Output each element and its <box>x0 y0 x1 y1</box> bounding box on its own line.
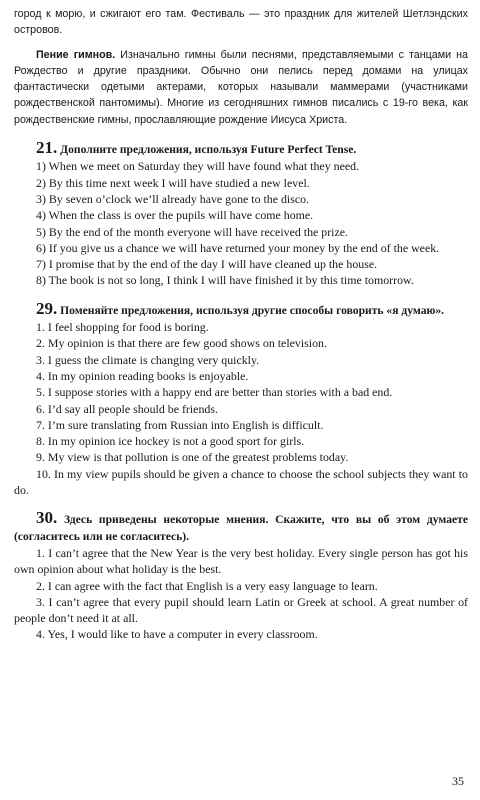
exercise-21-item: 7) I promise that by the end of the day I will have cleaned up the house. <box>36 257 378 272</box>
exercise-29-item: 4. In my opinion reading books is enjoyable. <box>36 368 249 383</box>
book-page <box>14 6 468 643</box>
exercise-29-item: 8. In my opinion ice hockey is not a good sport for girls. <box>36 434 305 449</box>
exercise-29-item: 6. I’d say all people should be friends. <box>36 401 218 416</box>
exercise-21-item: 1) When we meet on Saturday they will have found what they need. <box>36 159 360 174</box>
exercise-29-number: 29. <box>36 298 58 318</box>
exercise-29-title: Поменяйте предложения, используя другие способы говорить «я думаю». <box>57 303 445 317</box>
exercise-30-number: 30. <box>36 508 58 528</box>
exercise-21-title: Дополните предложения, используя Future Perfect Tense. <box>57 143 357 157</box>
hymns-paragraph <box>14 47 468 128</box>
exercise-30-item: 3. I can’t agree that every pupil should learn Latin or Greek at school. A great number of people don’t need it at all. <box>14 594 468 626</box>
exercise-29-item: 1. I feel shopping for food is boring. <box>36 320 209 335</box>
hymns-text: Изначально гимны были песнями, представляемыми с танцами на Рождество и другие праздники. Обычно они пелись перед домами на улицах фантастически одетыми актерами, которых называли маммерами (участниками рождественской пантомимы). Многие из сегодняшних гимнов писались с 19-го века, как рождественские гимны, прославляющие рождение Иисуса Христа. <box>14 48 469 126</box>
exercise-30-item: 1. I can’t agree that the New Year is the very best holiday. Every single person has got his own opinion about what holiday is the best. <box>14 545 468 577</box>
exercise-29-item: 5. I suppose stories with a happy end are better than stories with a bad end. <box>36 385 393 400</box>
exercise-30-heading <box>14 510 468 545</box>
exercise-29-item: 7. I’m sure translating from Russian into English is difficult. <box>36 417 324 432</box>
exercise-29-heading <box>14 298 468 319</box>
exercise-29-item: 10. In my view pupils should be given a chance to choose the school subjects they want to do. <box>14 466 468 498</box>
exercise-21-item: 2) By this time next week I will have studied a new level. <box>36 175 310 190</box>
exercise-30-item: 2. I can agree with the fact that English is a very easy language to learn. <box>36 578 378 593</box>
exercise-21-item: 3) By seven o’clock we’ll already have gone to the disco. <box>36 191 310 206</box>
exercise-30-item: 4. Yes, I would like to have a computer in every classroom. <box>36 627 318 642</box>
exercise-21-item: 6) If you give us a chance we will have returned your money by the end of the week. <box>36 240 440 255</box>
exercise-21-heading <box>14 140 468 158</box>
exercise-21-number: 21. <box>36 138 58 158</box>
exercise-29-item: 2. My opinion is that there are few good shows on television. <box>36 336 327 351</box>
exercise-21-list <box>14 158 468 288</box>
exercise-29-list <box>14 319 468 498</box>
exercise-30-list <box>14 545 468 643</box>
intro-paragraph: город к морю, и сжигают его там. Фестиваль — это праздник для жителей Шетлэндских островов. <box>14 8 468 37</box>
exercise-30-title: Здесь приведены некоторые мнения. Скажите, что вы об этом думаете (согласитесь или не согласитесь). <box>14 513 468 543</box>
exercise-29-item: 9. My view is that pollution is one of the greatest problems today. <box>36 450 349 465</box>
exercise-21-item: 5) By the end of the month everyone will have received the prize. <box>36 224 349 239</box>
exercise-29-item: 3. I guess the climate is changing very quickly. <box>36 352 260 367</box>
exercise-21-item: 8) The book is not so long, I think I will have finished it by this time tomorrow. <box>36 273 414 288</box>
hymns-lead: Пение гимнов. <box>36 48 116 61</box>
exercise-21-item: 4) When the class is over the pupils will have come home. <box>36 208 314 223</box>
page-number: 35 <box>452 774 464 788</box>
